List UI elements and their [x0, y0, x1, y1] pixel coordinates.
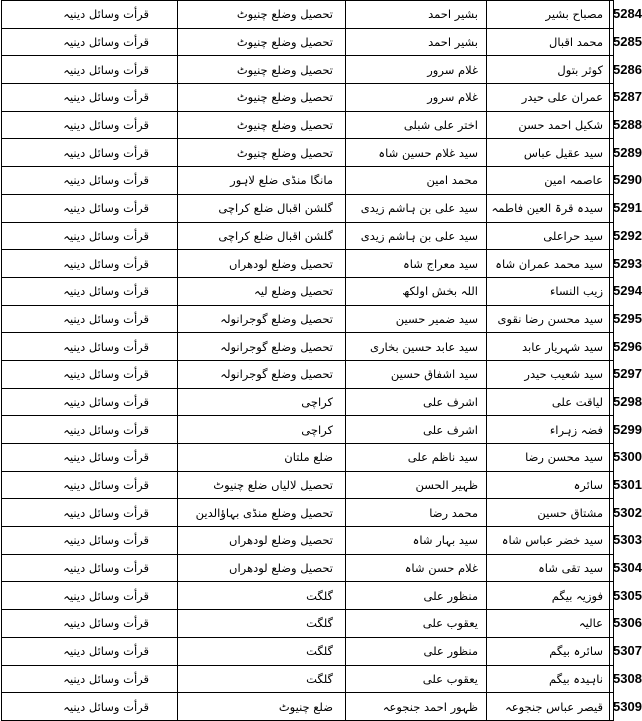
table-row: [2, 305, 614, 333]
address-cell: تحصیل وضلع گوجرانولہ: [178, 360, 346, 388]
table-row: [2, 56, 614, 84]
register-rows: [2, 1, 642, 721]
table-row: [2, 84, 614, 112]
address-cell: تحصیل وضلع لودھراں: [178, 554, 346, 582]
address-cell: تحصیل وضلع منڈی بہاؤالدین: [178, 499, 346, 527]
serial-number-cell: 5300: [610, 444, 614, 472]
father-name-cell: غلام سرور: [346, 84, 487, 112]
table-row: [2, 637, 614, 665]
father-name-cell: اشرف علی: [346, 416, 487, 444]
address-cell: گلگت: [178, 637, 346, 665]
status-cell: قرأت وسائل دینیہ: [2, 84, 178, 112]
name-cell: سائرہ بیگم: [487, 637, 610, 665]
table-row: [2, 194, 614, 222]
address-cell: مانگا منڈی ضلع لاہور: [178, 167, 346, 195]
address-cell: گلشن اقبال ضلع کراچی: [178, 222, 346, 250]
serial-number-cell: 5290: [610, 167, 614, 195]
status-cell: قرأت وسائل دینیہ: [2, 471, 178, 499]
status-cell: قرأت وسائل دینیہ: [2, 610, 178, 638]
address-cell: تحصیل وضلع چنیوٹ: [178, 139, 346, 167]
status-cell: قرأت وسائل دینیہ: [2, 167, 178, 195]
serial-number-cell: 5306: [610, 610, 614, 638]
address-cell: تحصیل لالیاں ضلع چنیوٹ: [178, 471, 346, 499]
serial-number-cell: 5303: [610, 527, 614, 555]
status-cell: قرأت وسائل دینیہ: [2, 444, 178, 472]
father-name-cell: سید ناظم علی: [346, 444, 487, 472]
table-row: [2, 388, 614, 416]
table-row: [2, 139, 614, 167]
serial-number-cell: 5294: [610, 277, 614, 305]
name-cell: سید خضر عباس شاہ: [487, 527, 610, 555]
serial-number-cell: 5285: [610, 28, 614, 56]
status-cell: قرأت وسائل دینیہ: [2, 499, 178, 527]
table-row: [2, 167, 614, 195]
status-cell: قرأت وسائل دینیہ: [2, 1, 178, 29]
address-cell: کراچی: [178, 416, 346, 444]
name-cell: سید شہریار عابد: [487, 333, 610, 361]
father-name-cell: منظور علی: [346, 582, 487, 610]
father-name-cell: سید علی بن ہاشم زیدی: [346, 222, 487, 250]
address-cell: تحصیل وضلع چنیوٹ: [178, 111, 346, 139]
father-name-cell: بشیر احمد: [346, 1, 487, 29]
address-cell: تحصیل وضلع لودھراں: [178, 250, 346, 278]
status-cell: قرأت وسائل دینیہ: [2, 582, 178, 610]
serial-number-cell: 5287: [610, 84, 614, 112]
name-cell: سید عقیل عباس: [487, 139, 610, 167]
name-cell: فضہ زہراء: [487, 416, 610, 444]
name-cell: سیدہ قرۃ العین فاطمہ: [487, 194, 610, 222]
father-name-cell: ظہور احمد جنجوعہ: [346, 693, 487, 721]
table-row: [2, 360, 614, 388]
table-row: [2, 693, 614, 721]
father-name-cell: سید بہار شاہ: [346, 527, 487, 555]
status-cell: قرأت وسائل دینیہ: [2, 416, 178, 444]
table-row: [2, 277, 614, 305]
table-row: [2, 416, 614, 444]
address-cell: گلگت: [178, 582, 346, 610]
address-cell: کراچی: [178, 388, 346, 416]
father-name-cell: محمد رضا: [346, 499, 487, 527]
serial-number-cell: 5308: [610, 665, 614, 693]
status-cell: قرأت وسائل دینیہ: [2, 554, 178, 582]
serial-number-cell: 5291: [610, 194, 614, 222]
address-cell: ضلع ملتان: [178, 444, 346, 472]
father-name-cell: اللہ بخش اولکھ: [346, 277, 487, 305]
father-name-cell: یعقوب علی: [346, 665, 487, 693]
status-cell: قرأت وسائل دینیہ: [2, 28, 178, 56]
name-cell: شکیل احمد حسن: [487, 111, 610, 139]
address-cell: ضلع چنیوٹ: [178, 693, 346, 721]
serial-number-cell: 5309: [610, 693, 614, 721]
father-name-cell: ظہیر الحسن: [346, 471, 487, 499]
status-cell: قرأت وسائل دینیہ: [2, 527, 178, 555]
table-row: [2, 250, 614, 278]
address-cell: گلگت: [178, 610, 346, 638]
address-cell: تحصیل وضلع چنیوٹ: [178, 1, 346, 29]
name-cell: ناہیدہ بیگم: [487, 665, 610, 693]
address-cell: گلگت: [178, 665, 346, 693]
address-cell: تحصیل وضلع چنیوٹ: [178, 84, 346, 112]
name-cell: محمد اقبال: [487, 28, 610, 56]
table-row: [2, 499, 614, 527]
table-row: [2, 527, 614, 555]
name-cell: سید شعیب حیدر: [487, 360, 610, 388]
status-cell: قرأت وسائل دینیہ: [2, 665, 178, 693]
serial-number-cell: 5301: [610, 471, 614, 499]
table-row: [2, 582, 614, 610]
address-cell: تحصیل وضلع لودھراں: [178, 527, 346, 555]
serial-number-cell: 5284: [610, 1, 614, 29]
table-row: [2, 333, 614, 361]
father-name-cell: اشرف علی: [346, 388, 487, 416]
serial-number-cell: 5293: [610, 250, 614, 278]
address-cell: تحصیل وضلع گوجرانولہ: [178, 305, 346, 333]
serial-number-cell: 5299: [610, 416, 614, 444]
name-cell: قیصر عباس جنجوعہ: [487, 693, 610, 721]
father-name-cell: غلام سرور: [346, 56, 487, 84]
status-cell: قرأت وسائل دینیہ: [2, 194, 178, 222]
status-cell: قرأت وسائل دینیہ: [2, 250, 178, 278]
name-cell: سائرہ: [487, 471, 610, 499]
father-name-cell: غلام حسن شاہ: [346, 554, 487, 582]
address-cell: تحصیل وضلع چنیوٹ: [178, 56, 346, 84]
table-row: [2, 28, 614, 56]
father-name-cell: بشیر احمد: [346, 28, 487, 56]
name-cell: سید محسن رضا: [487, 444, 610, 472]
status-cell: قرأت وسائل دینیہ: [2, 637, 178, 665]
table-row: [2, 222, 614, 250]
status-cell: قرأت وسائل دینیہ: [2, 139, 178, 167]
serial-number-cell: 5307: [610, 637, 614, 665]
table-row: [2, 444, 614, 472]
address-cell: گلشن اقبال ضلع کراچی: [178, 194, 346, 222]
name-cell: عالیہ: [487, 610, 610, 638]
status-cell: قرأت وسائل دینیہ: [2, 360, 178, 388]
status-cell: قرأت وسائل دینیہ: [2, 305, 178, 333]
name-cell: مشتاق حسین: [487, 499, 610, 527]
name-cell: سید حراعلی: [487, 222, 610, 250]
serial-number-cell: 5302: [610, 499, 614, 527]
address-cell: تحصیل وضلع چنیوٹ: [178, 28, 346, 56]
table-row: [2, 665, 614, 693]
table-row: [2, 610, 614, 638]
status-cell: قرأت وسائل دینیہ: [2, 277, 178, 305]
serial-number-cell: 5305: [610, 582, 614, 610]
address-cell: تحصیل وضلع لیہ: [178, 277, 346, 305]
father-name-cell: سید عابد حسین بخاری: [346, 333, 487, 361]
father-name-cell: محمد امین: [346, 167, 487, 195]
status-cell: قرأت وسائل دینیہ: [2, 222, 178, 250]
register-table: [1, 0, 642, 721]
status-cell: قرأت وسائل دینیہ: [2, 693, 178, 721]
name-cell: عاصمہ امین: [487, 167, 610, 195]
serial-number-cell: 5288: [610, 111, 614, 139]
name-cell: سید تقی شاہ: [487, 554, 610, 582]
name-cell: سید محسن رضا نقوی: [487, 305, 610, 333]
serial-number-cell: 5296: [610, 333, 614, 361]
father-name-cell: اختر علی شبلی: [346, 111, 487, 139]
father-name-cell: منظور علی: [346, 637, 487, 665]
name-cell: مصباح بشیر: [487, 1, 610, 29]
name-cell: سید محمد عمران شاہ: [487, 250, 610, 278]
father-name-cell: یعقوب علی: [346, 610, 487, 638]
father-name-cell: سید معراج شاہ: [346, 250, 487, 278]
father-name-cell: سید غلام حسین شاہ: [346, 139, 487, 167]
serial-number-cell: 5297: [610, 360, 614, 388]
serial-number-cell: 5289: [610, 139, 614, 167]
address-cell: تحصیل وضلع گوجرانولہ: [178, 333, 346, 361]
status-cell: قرأت وسائل دینیہ: [2, 56, 178, 84]
status-cell: قرأت وسائل دینیہ: [2, 333, 178, 361]
serial-number-cell: 5304: [610, 554, 614, 582]
table-row: [2, 554, 614, 582]
father-name-cell: سید ضمیر حسین: [346, 305, 487, 333]
serial-number-cell: 5298: [610, 388, 614, 416]
serial-number-cell: 5295: [610, 305, 614, 333]
name-cell: زیب النساء: [487, 277, 610, 305]
table-row: [2, 111, 614, 139]
name-cell: فوزیہ بیگم: [487, 582, 610, 610]
status-cell: قرأت وسائل دینیہ: [2, 388, 178, 416]
status-cell: قرأت وسائل دینیہ: [2, 111, 178, 139]
name-cell: کوثر بتول: [487, 56, 610, 84]
name-cell: لیاقت علی: [487, 388, 610, 416]
serial-number-cell: 5292: [610, 222, 614, 250]
name-cell: عمران علی حیدر: [487, 84, 610, 112]
table-row: [2, 471, 614, 499]
father-name-cell: سید علی بن ہاشم زیدی: [346, 194, 487, 222]
table-row: [2, 1, 614, 29]
serial-number-cell: 5286: [610, 56, 614, 84]
father-name-cell: سید اشفاق حسین: [346, 360, 487, 388]
